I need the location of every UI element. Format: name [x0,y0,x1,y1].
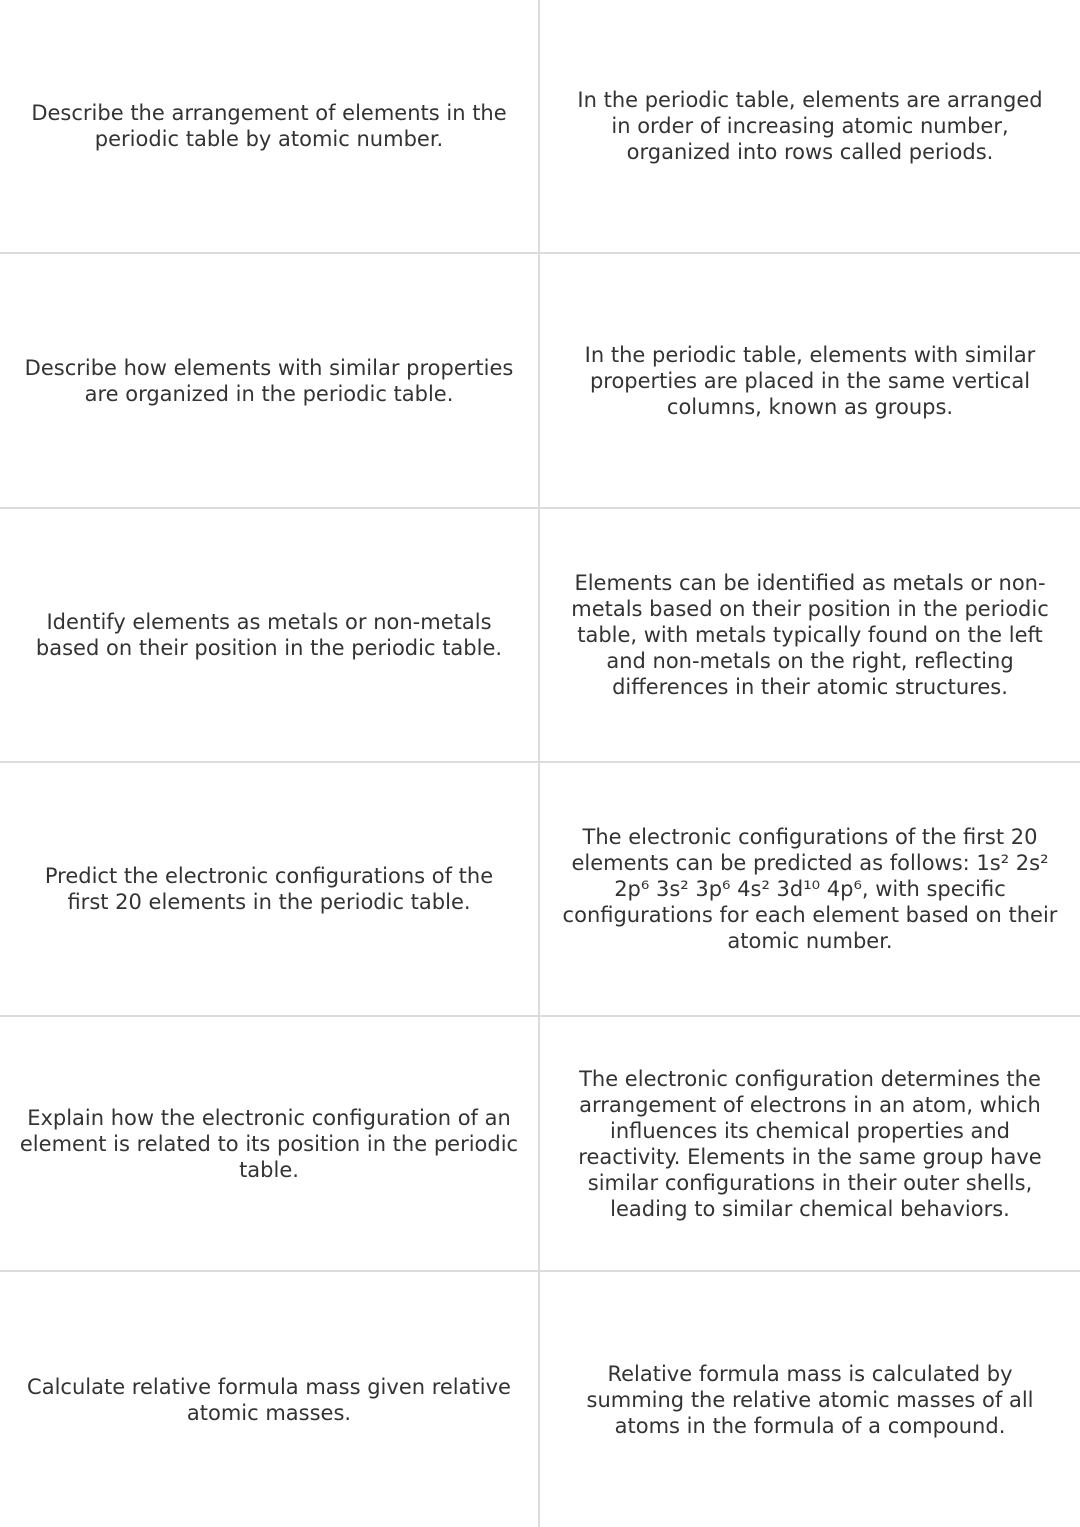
card-answer [540,254,1080,509]
answer-text: Elements can be identified as metals or non-metals based on their position in the periodic table, with metals typically found on the left and non-metals on the right, reflecting differences in their atomic structures. [571,571,1049,699]
card-answer [540,1017,1080,1272]
card-question [0,0,540,254]
card-question [0,254,540,509]
answer-text: In the periodic table, elements with similar properties are placed in the same vertical columns, known as groups. [584,342,1036,419]
card-answer [540,763,1080,1017]
answer-text: In the periodic table, elements are arranged in order of increasing atomic number, organized into rows called periods. [577,88,1043,164]
question-text: Explain how the electronic configuration of an element is related to its position in the periodic table. [19,1105,519,1182]
card-question [0,509,540,763]
question-text: Calculate relative formula mass given relative atomic masses. [27,1374,511,1425]
question-text: Describe the arrangement of elements in the periodic table by atomic number. [31,101,507,151]
card-answer [540,0,1080,254]
card-answer [540,1272,1080,1527]
question-text: Identify elements as metals or non-metals based on their position in the periodic table. [35,610,503,660]
card-question [0,763,540,1017]
question-text: Describe how elements with similar properties are organized in the periodic table. [24,355,514,406]
answer-text: Relative formula mass is calculated by summing the relative atomic masses of all atoms in the formula of a compound. [586,1361,1034,1438]
question-text: Predict the electronic configurations of the first 20 elements in the periodic table. [44,864,494,914]
answer-text: The electronic configurations of the first 20 elements can be predicted as follows: 1s² 2s² 2p⁶ 3s² 3p⁶ 4s² 3d¹⁰ 4p⁶, with specific configurations for each element based on their atomic number. [562,825,1058,953]
card-question [0,1017,540,1272]
card-answer [540,509,1080,763]
card-question [0,1272,540,1527]
answer-text: The electronic configuration determines the arrangement of electrons in an atom, which influences its chemical properties and reactivity. Elements in the same group have similar configurations in their outer shells, leading to similar chemical behaviors. [578,1066,1042,1221]
